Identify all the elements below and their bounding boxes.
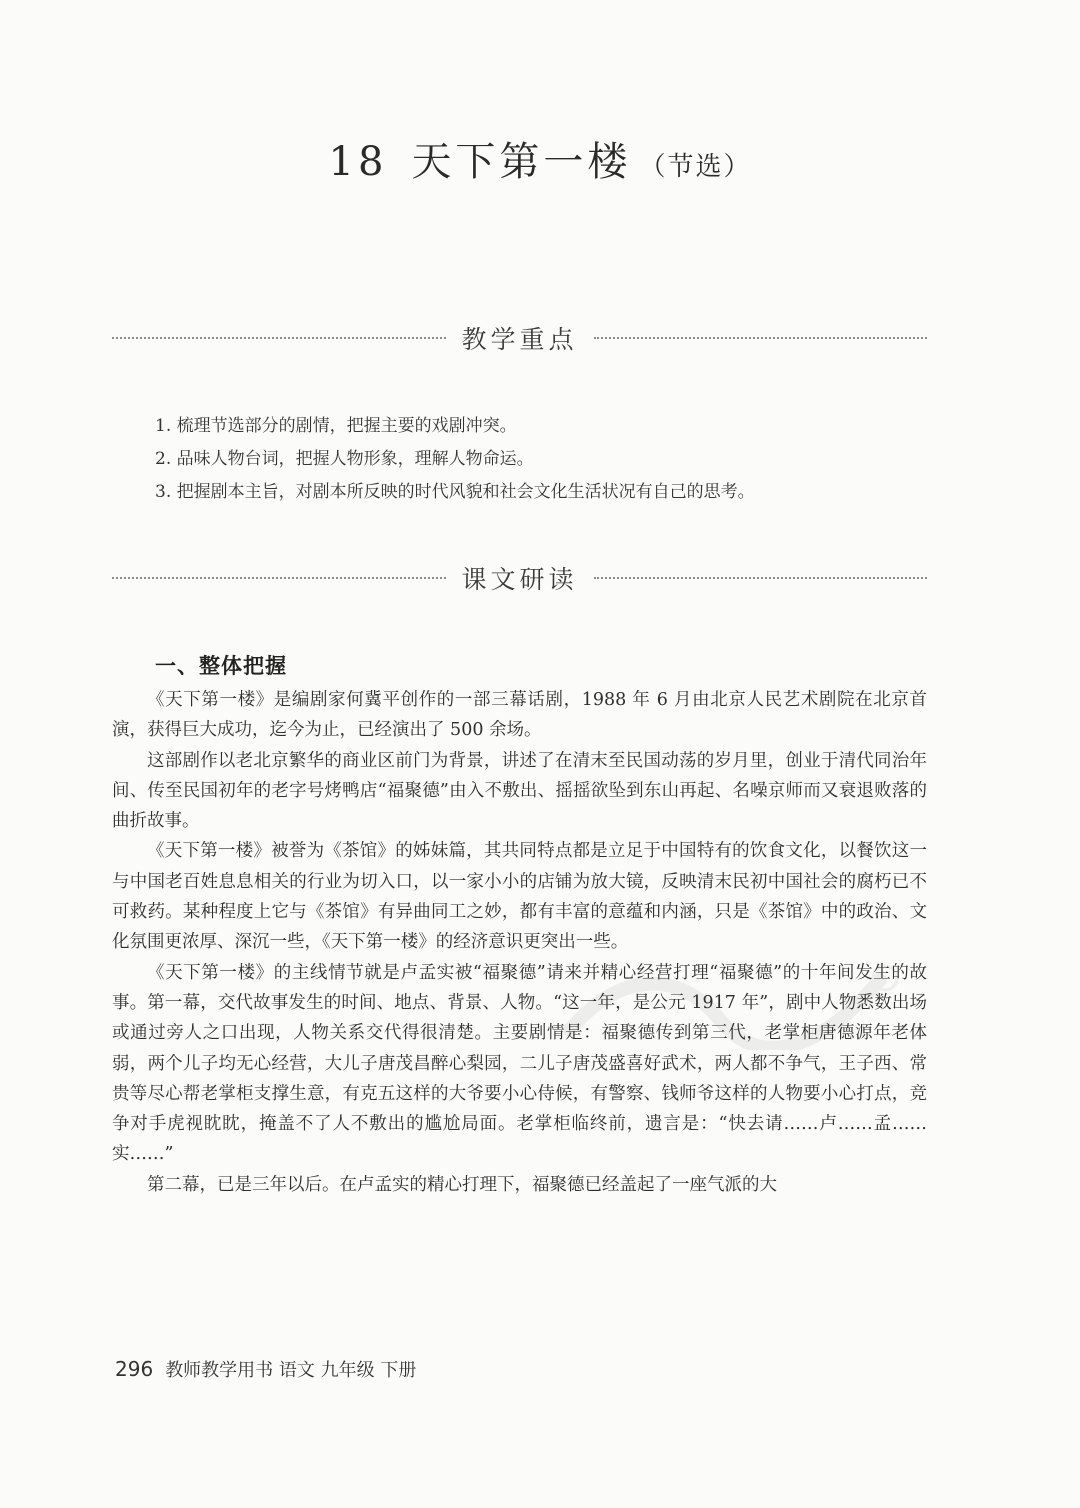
subsection-heading: 一、整体把握	[155, 653, 287, 678]
body-text	[112, 685, 927, 1200]
section-title-text-study: 课文研读	[461, 565, 578, 594]
paragraph: 《天下第一楼》是编剧家何冀平创作的一部三幕话剧，1988 年 6 月由北京人民艺术剧院在北京首演，获得巨大成功，迄今为止，已经演出了 500 余场。	[112, 690, 927, 741]
objective-item: 2. 品味人物台词，把握人物形象，理解人物命运。	[155, 449, 534, 469]
section-divider-text-study	[112, 558, 927, 598]
paragraph: 《天下第一楼》被誉为《茶馆》的姊妹篇，其共同特点都是立足于中国特有的饮食文化，以餐饮这一与中国老百姓息息相关的行业为切入口，以一家小小的店铺为放大镜，反映清末民初中国社会的腐朽已不可救药。某种程度上它与《茶馆》有异曲同工之妙，都有丰富的意蕴和内涵，只是《茶馆》中的政治、文化氛围更浓厚、深沉一些，《天下第一楼》的经济意识更突出一些。	[112, 841, 927, 953]
lesson-subtitle: （节选）	[639, 152, 752, 182]
page-number: 296	[115, 1357, 154, 1381]
section-divider-teaching-focus	[112, 318, 927, 358]
paragraph: 这部剧作以老北京繁华的商业区前门为背景，讲述了在清末至民国动荡的岁月里，创业于清代同治年间、传至民国初年的老字号烤鸭店“福聚德”由入不敷出、摇摇欲坠到东山再起、名噪京师而又衰退败落的曲折故事。	[112, 750, 927, 832]
paragraph: 第二幕，已是三年以后。在卢孟实的精心打理下，福聚德已经盖起了一座气派的大	[147, 1174, 777, 1195]
objective-item: 1. 梳理节选部分的剧情，把握主要的戏剧冲突。	[155, 416, 517, 436]
lesson-title	[0, 130, 1080, 187]
page-footer	[115, 1356, 416, 1382]
dotted-rule-left	[112, 337, 446, 339]
section-title-teaching-focus: 教学重点	[461, 325, 578, 354]
dotted-rule-right	[594, 577, 928, 579]
dotted-rule-left	[112, 577, 446, 579]
objective-item: 3. 把握剧本主旨，对剧本所反映的时代风貌和社会文化生活状况有自己的思考。	[155, 482, 755, 502]
paragraph: 《天下第一楼》的主线情节就是卢孟实被“福聚德”请来并精心经营打理“福聚德”的十年间发生的故事。第一幕，交代故事发生的时间、地点、背景、人物。“这一年，是公元 1917 年”，剧中人物悉数出场或通过旁人之口出现，人物关系交代得很清楚。主要剧情是：福聚德传到第三代，老掌柜唐德源年老体弱，两个儿子均无心经营，大儿子唐茂昌醉心梨园，二儿子唐茂盛喜好武术，两人都不争气，王子西、常贵等尽心帮老掌柜支撑生意，有克五这样的大爷要小心侍候，有警察、钱师爷这样的人物要小心打点，竞争对手虎视眈眈，掩盖不了人不敷出的尴尬局面。老掌柜临终前，遗言是：“快去请……卢……孟……实……”	[112, 962, 927, 1165]
lesson-number: 18	[328, 139, 388, 185]
book-title: 教师教学用书 语文 九年级 下册	[165, 1360, 417, 1381]
objectives-list	[155, 410, 915, 509]
lesson-title-text: 天下第一楼	[411, 139, 632, 185]
dotted-rule-right	[594, 337, 928, 339]
